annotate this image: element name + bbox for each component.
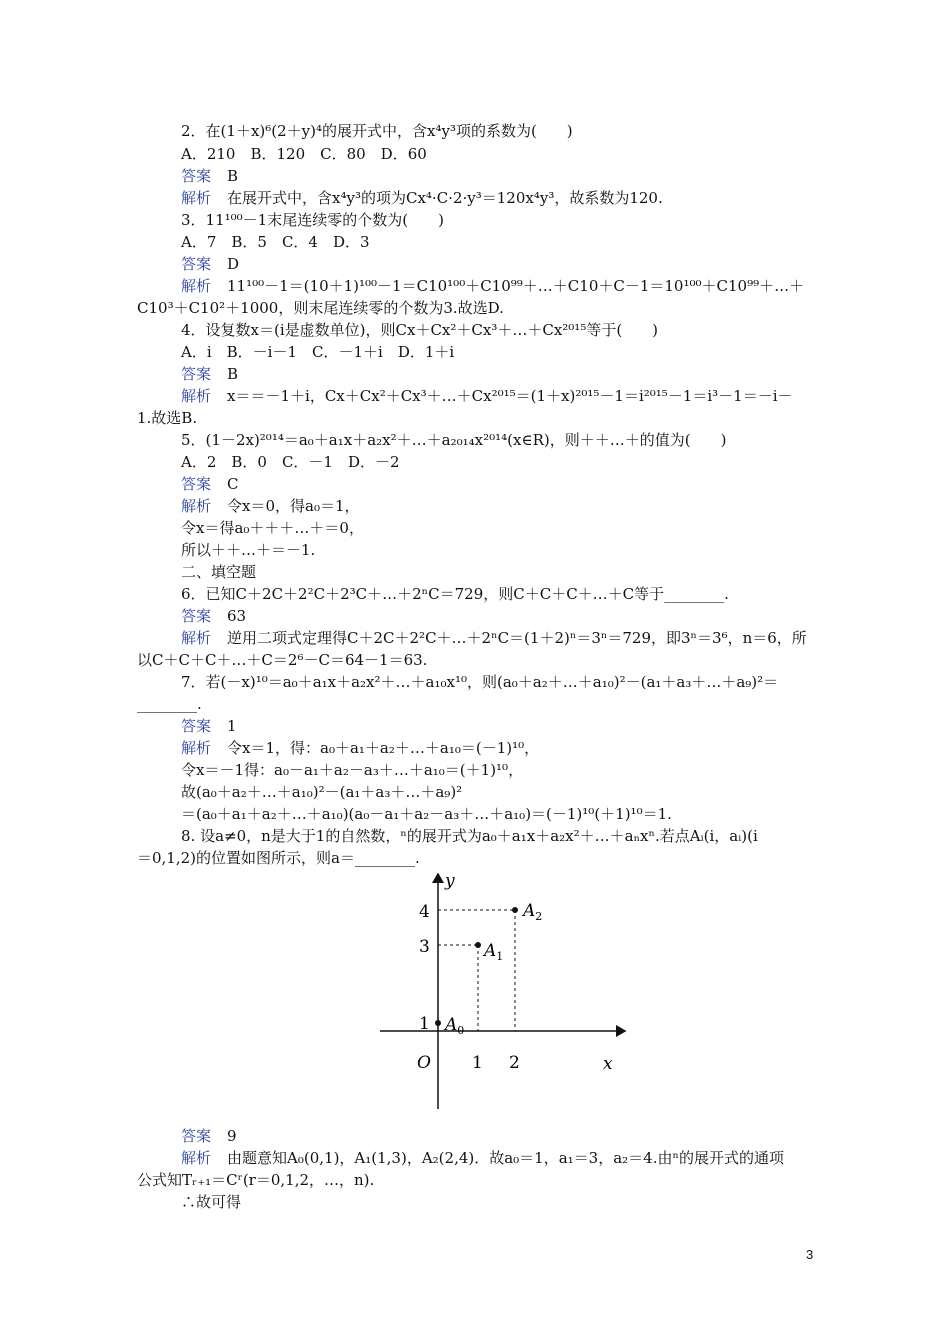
y-axis-label: y [445,871,455,891]
q4-answer [181,363,861,385]
point-a1 [475,942,481,948]
q7-analysis-2: 令x＝－1得：a₀－a₁＋a₂－a₃＋…＋a₁₀＝(＋1)¹⁰， [181,761,524,779]
q6-analysis-cont: 以C＋C＋C＋…＋C＝2⁶－C＝64－1＝63. [137,651,428,669]
q8-analysis-3: ∴故可得 [181,1193,242,1211]
q3-options: A．7 B．5 C．4 D．3 [181,233,370,251]
q5-answer-value: C [227,475,239,493]
q4-analysis [181,385,861,407]
q7-analysis-3: 故(a₀＋a₂＋…＋a₁₀)²－(a₁＋a₃＋…＋a₉)² [181,783,463,801]
section-title: 二、填空题 [181,563,257,581]
q5-analysis-text-1: 令x＝0，得a₀＝1， [227,497,360,515]
q5-analysis-2: 令x＝得a₀＋＋＋…＋＝0， [181,519,364,537]
point-a1-label: $A_1$ [484,941,504,963]
q7-analysis [181,737,861,759]
q4-options: A．i B．－i－1 C．－1＋i D．1＋i [181,343,455,361]
q7-analysis-text-1: 令x＝1，得：a₀＋a₁＋a₂＋…＋a₁₀＝(－1)¹⁰， [227,739,540,757]
q8-stem-cont: ＝0,1,2)的位置如图所示，则a＝________. [137,849,420,867]
q2-answer-value: B [227,167,239,185]
q8-stem: 8. 设a≠0，n是大于1的自然数，ⁿ的展开式为a₀＋a₁x＋a₂x²＋…＋aₙxⁿ.若点Aᵢ(i，aᵢ)(i [181,827,758,845]
coordinate-figure [375,864,633,1120]
answer-label: 答案 [181,607,212,625]
q7-answer [181,715,861,737]
q6-analysis [181,627,861,649]
q6-stem: 6．已知C＋2C＋2²C＋2³C＋…＋2ⁿC＝729，则C＋C＋C＋…＋C等于________. [181,585,729,603]
q5-stem: 5．(1－2x)²⁰¹⁴＝a₀＋a₁x＋a₂x²＋…＋a₂₀₁₄x²⁰¹⁴(x∈R)，则＋＋…＋的值为( ) [181,431,727,449]
q3-analysis-cont: C10³＋C10²＋1000，则末尾连续零的个数为3.故选D. [137,299,504,317]
analysis-label: 解析 [181,629,212,647]
analysis-label: 解析 [181,1149,212,1167]
q3-answer-value: D [227,255,240,273]
q8-answer-value: 9 [227,1127,237,1145]
y-tick-1: 1 [419,1014,430,1034]
point-a0 [435,1020,441,1026]
analysis-label: 解析 [181,277,212,295]
q4-analysis-cont: 1.故选B. [137,409,198,427]
q5-analysis-3: 所以＋＋…＋＝－1. [181,541,316,559]
point-a2-label: $A_2$ [523,901,543,923]
q4-answer-value: B [227,365,239,383]
analysis-label: 解析 [181,739,212,757]
q2-analysis [181,187,861,209]
q2-analysis-text: 在展开式中，含x⁴y³的项为Cx⁴·C·2·y³＝120x⁴y³，故系数为120. [227,189,663,207]
q5-analysis [181,495,861,517]
answer-label: 答案 [181,255,212,273]
answer-label: 答案 [181,717,212,735]
q2-options: A．210 B．120 C．80 D．60 [181,145,427,163]
analysis-label: 解析 [181,497,212,515]
point-a2 [512,907,518,913]
q3-analysis-text-1: 11¹⁰⁰－1＝(10＋1)¹⁰⁰－1＝C10¹⁰⁰＋C10⁹⁹＋…＋C10＋C－1＝10¹⁰⁰＋C10⁹⁹＋…＋ [227,277,805,295]
q4-stem: 4．设复数x＝(i是虚数单位)，则Cx＋Cx²＋Cx³＋…＋Cx²⁰¹⁵等于( ) [181,321,659,339]
q6-analysis-text-1: 逆用二项式定理得C＋2C＋2²C＋…＋2ⁿC＝(1＋2)ⁿ＝3ⁿ＝729，即3ⁿ＝3⁶，n＝6，所 [227,629,807,647]
q8-analysis-text-1: 由题意知A₀(0,1)，A₁(1,3)，A₂(2,4)．故a₀＝1，a₁＝3，a₂＝4.由ⁿ的展开式的通项 [227,1149,784,1167]
analysis-label: 解析 [181,189,212,207]
q5-answer [181,473,861,495]
q3-analysis [181,275,861,297]
q2-answer [181,165,861,187]
page-number: 3 [806,1247,814,1262]
origin-label: O [417,1053,431,1073]
x-tick-1: 1 [472,1053,483,1073]
q6-answer-value: 63 [227,607,247,625]
q7-stem: 7．若(－x)¹⁰＝a₀＋a₁x＋a₂x²＋…＋a₁₀x¹⁰，则(a₀＋a₂＋…＋a₁₀)²－(a₁＋a₃＋…＋a₉)²＝ [181,673,779,691]
x-axis-label: x [603,1054,613,1074]
q5-options: A．2 B．0 C．－1 D．－2 [181,453,400,471]
q8-analysis [181,1147,861,1169]
q3-answer [181,253,861,275]
q7-answer-value: 1 [227,717,237,735]
q4-analysis-text-1: x＝＝－1＋i，Cx＋Cx²＋Cx³＋…＋Cx²⁰¹⁵＝(1＋x)²⁰¹⁵－1＝i²⁰¹⁵－1＝i³－1＝－i－ [227,387,793,405]
answer-label: 答案 [181,365,212,383]
answer-label: 答案 [181,167,212,185]
q6-answer [181,605,861,627]
q3-stem: 3．11¹⁰⁰－1末尾连续零的个数为( ) [181,211,444,229]
q7-analysis-4: ＝(a₀＋a₁＋a₂＋…＋a₁₀)(a₀－a₁＋a₂－a₃＋…＋a₁₀)＝(－1)¹⁰(＋1)¹⁰＝1. [181,805,672,823]
analysis-label: 解析 [181,387,212,405]
x-tick-2: 2 [509,1053,520,1073]
answer-label: 答案 [181,475,212,493]
y-tick-4: 4 [419,902,430,922]
q8-answer [181,1125,861,1147]
answer-label: 答案 [181,1127,212,1145]
y-tick-3: 3 [419,937,430,957]
point-a0-label: $A_0$ [445,1015,465,1037]
q8-analysis-cont: 公式知Tᵣ₊₁＝Cʳ(r＝0,1,2，…，n). [137,1171,375,1189]
q7-stem-cont: ________. [137,695,202,713]
q2-stem: 2．在(1＋x)⁶(2＋y)⁴的展开式中，含x⁴y³项的系数为( ) [181,122,573,140]
